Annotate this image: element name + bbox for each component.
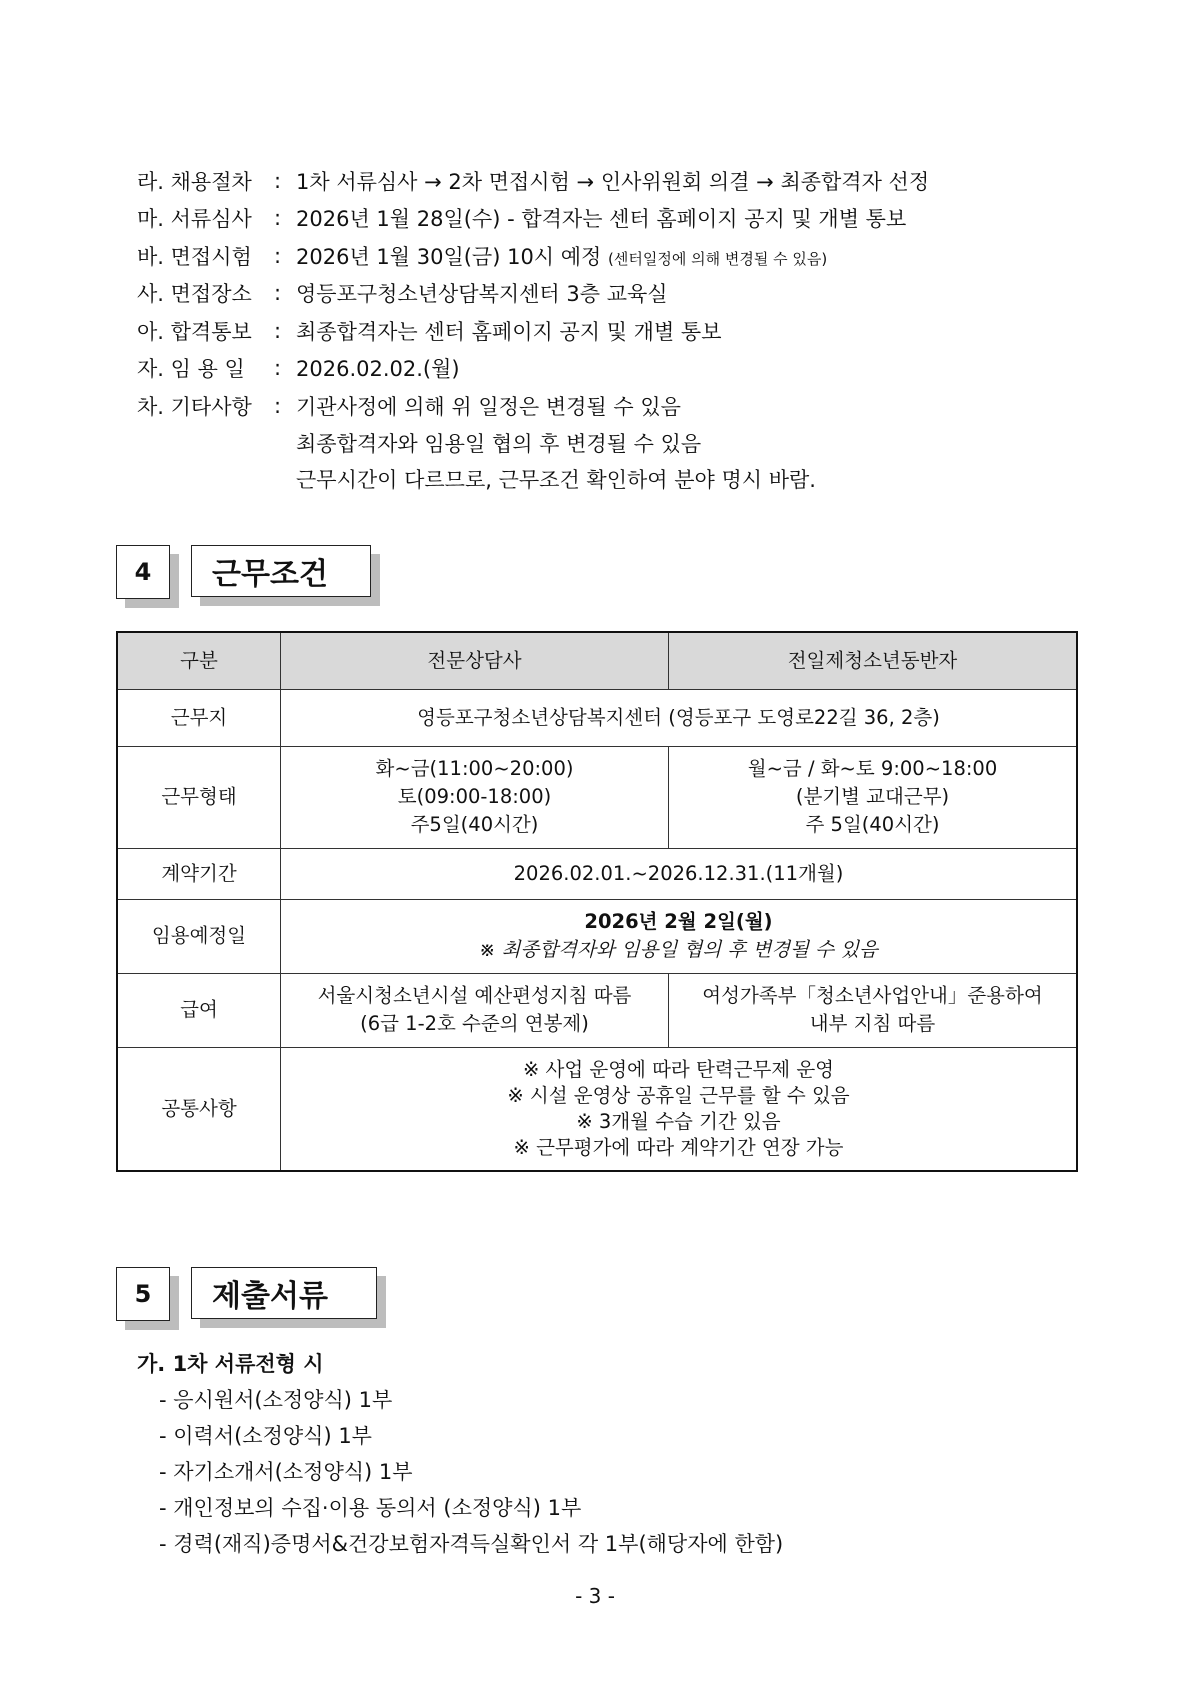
schedule-row (137, 162, 1097, 200)
table-header-cell: 구분 (117, 632, 281, 689)
schedule-colon: : (274, 356, 282, 381)
schedule-label: 자. 임 용 일 (137, 357, 245, 382)
schedule-colon: : (274, 318, 282, 343)
cell-line: 서울시청소년시설 예산편성지침 따름 (317, 984, 632, 1007)
list-item: - 이력서(소정양식) 1부 (159, 1424, 372, 1448)
schedule-label: 차. 기타사항 (137, 394, 252, 419)
schedule-label: 아. 합격통보 (137, 319, 252, 344)
schedule-value: 2026.02.02.(월) (296, 357, 460, 382)
table-row (117, 899, 1077, 973)
section-title: 근무조건 (191, 545, 371, 597)
schedule-colon: : (274, 281, 282, 306)
row-label: 임용예정일 (117, 899, 281, 973)
cell-line: 2026년 2월 2일(월) (584, 910, 773, 933)
schedule-value: 1차 서류심사 → 2차 면접시험 → 인사위원회 의결 → 최종합격자 선정 (296, 169, 930, 194)
schedule-row (137, 312, 1097, 350)
schedule-value: 기관사정에 의해 위 일정은 변경될 수 있음 (296, 394, 681, 419)
cell-line: 내부 지침 따름 (809, 1012, 936, 1035)
schedule-label: 라. 채용절차 (137, 169, 252, 194)
cell-line: ※ 시설 운영상 공휴일 근무를 할 수 있음 (507, 1083, 850, 1107)
schedule-colon: : (274, 168, 282, 193)
schedule-row (137, 387, 1097, 425)
cell-line: ※ 근무평가에 따라 계약기간 연장 가능 (513, 1135, 844, 1159)
row-label: 근무형태 (117, 746, 281, 848)
row-label: 근무지 (117, 689, 281, 746)
row-label: 급여 (117, 973, 281, 1047)
schedule-colon: : (274, 393, 282, 418)
table-cell: 2026.02.01.~2026.12.31.(11개월) (281, 848, 1078, 899)
section-number: 4 (116, 545, 170, 599)
table-row (117, 848, 1077, 899)
schedule-value-text: 2026년 1월 30일(금) 10시 예정 (296, 244, 602, 269)
recruitment-schedule (137, 162, 1097, 497)
section-number: 5 (116, 1267, 170, 1321)
documents-list (137, 1345, 1087, 1561)
schedule-row (137, 237, 1097, 275)
cell-line: 토(09:00-18:00) (397, 785, 552, 808)
table-header-row (117, 632, 1077, 689)
cell-line: 여성가족부「청소년사업안내」준용하여 (702, 984, 1043, 1007)
table-cell (281, 899, 1078, 973)
cell-line: 주5일(40시간) (410, 813, 539, 836)
schedule-label: 바. 면접시험 (137, 244, 252, 269)
cell-line: (6급 1-2호 수준의 연봉제) (360, 1012, 589, 1035)
table-cell (281, 1047, 1078, 1171)
table-row (117, 746, 1077, 848)
schedule-value: 영등포구청소년상담복지센터 3층 교육실 (296, 282, 668, 307)
cell-line: 월~금 / 화~토 9:00~18:00 (747, 757, 998, 780)
section-title: 제출서류 (191, 1267, 377, 1319)
table-cell (281, 973, 669, 1047)
cell-line: 화~금(11:00~20:00) (375, 757, 574, 780)
list-item: - 개인정보의 수집·이용 동의서 (소정양식) 1부 (159, 1496, 582, 1520)
schedule-value (296, 241, 1097, 271)
table-cell (669, 746, 1078, 848)
schedule-value: 최종합격자는 센터 홈페이지 공지 및 개별 통보 (296, 319, 722, 344)
table-cell (281, 746, 669, 848)
schedule-note: (센터일정에 의해 변경될 수 있음) (608, 249, 828, 268)
schedule-extra-line: 근무시간이 다르므로, 근무조건 확인하여 분야 명시 바람. (296, 467, 816, 492)
list-item: - 응시원서(소정양식) 1부 (159, 1388, 393, 1412)
list-item: - 경력(재직)증명서&건강보험자격득실확인서 각 1부(해당자에 한함) (159, 1532, 784, 1556)
table-cell (669, 973, 1078, 1047)
cell-note: ※ 최종합격자와 임용일 협의 후 변경될 수 있음 (479, 938, 878, 961)
table-row (117, 689, 1077, 746)
schedule-label: 사. 면접장소 (137, 282, 252, 307)
schedule-row (137, 350, 1097, 388)
table-header-cell: 전문상담사 (281, 632, 669, 689)
table-header-cell: 전일제청소년동반자 (669, 632, 1078, 689)
work-conditions-table (116, 631, 1078, 1172)
schedule-row (137, 200, 1097, 238)
row-label: 계약기간 (117, 848, 281, 899)
schedule-value: 2026년 1월 28일(수) - 합격자는 센터 홈페이지 공지 및 개별 통보 (296, 207, 907, 232)
cell-line: ※ 3개월 수습 기간 있음 (576, 1109, 781, 1133)
table-row (117, 973, 1077, 1047)
page-number: - 3 - (575, 1584, 615, 1608)
schedule-colon: : (274, 243, 282, 268)
cell-line: (분기별 교대근무) (795, 785, 950, 808)
schedule-extra-line: 최종합격자와 임용일 협의 후 변경될 수 있음 (296, 431, 702, 456)
schedule-colon: : (274, 206, 282, 231)
documents-heading: 가. 1차 서류전형 시 (137, 1352, 324, 1376)
schedule-label: 마. 서류심사 (137, 207, 252, 232)
cell-line: 주 5일(40시간) (805, 813, 940, 836)
schedule-row (137, 275, 1097, 313)
cell-line: ※ 사업 운영에 따라 탄력근무제 운영 (522, 1057, 835, 1081)
table-row (117, 1047, 1077, 1171)
table-cell: 영등포구청소년상담복지센터 (영등포구 도영로22길 36, 2층) (281, 689, 1078, 746)
row-label: 공통사항 (117, 1047, 281, 1171)
list-item: - 자기소개서(소정양식) 1부 (159, 1460, 413, 1484)
